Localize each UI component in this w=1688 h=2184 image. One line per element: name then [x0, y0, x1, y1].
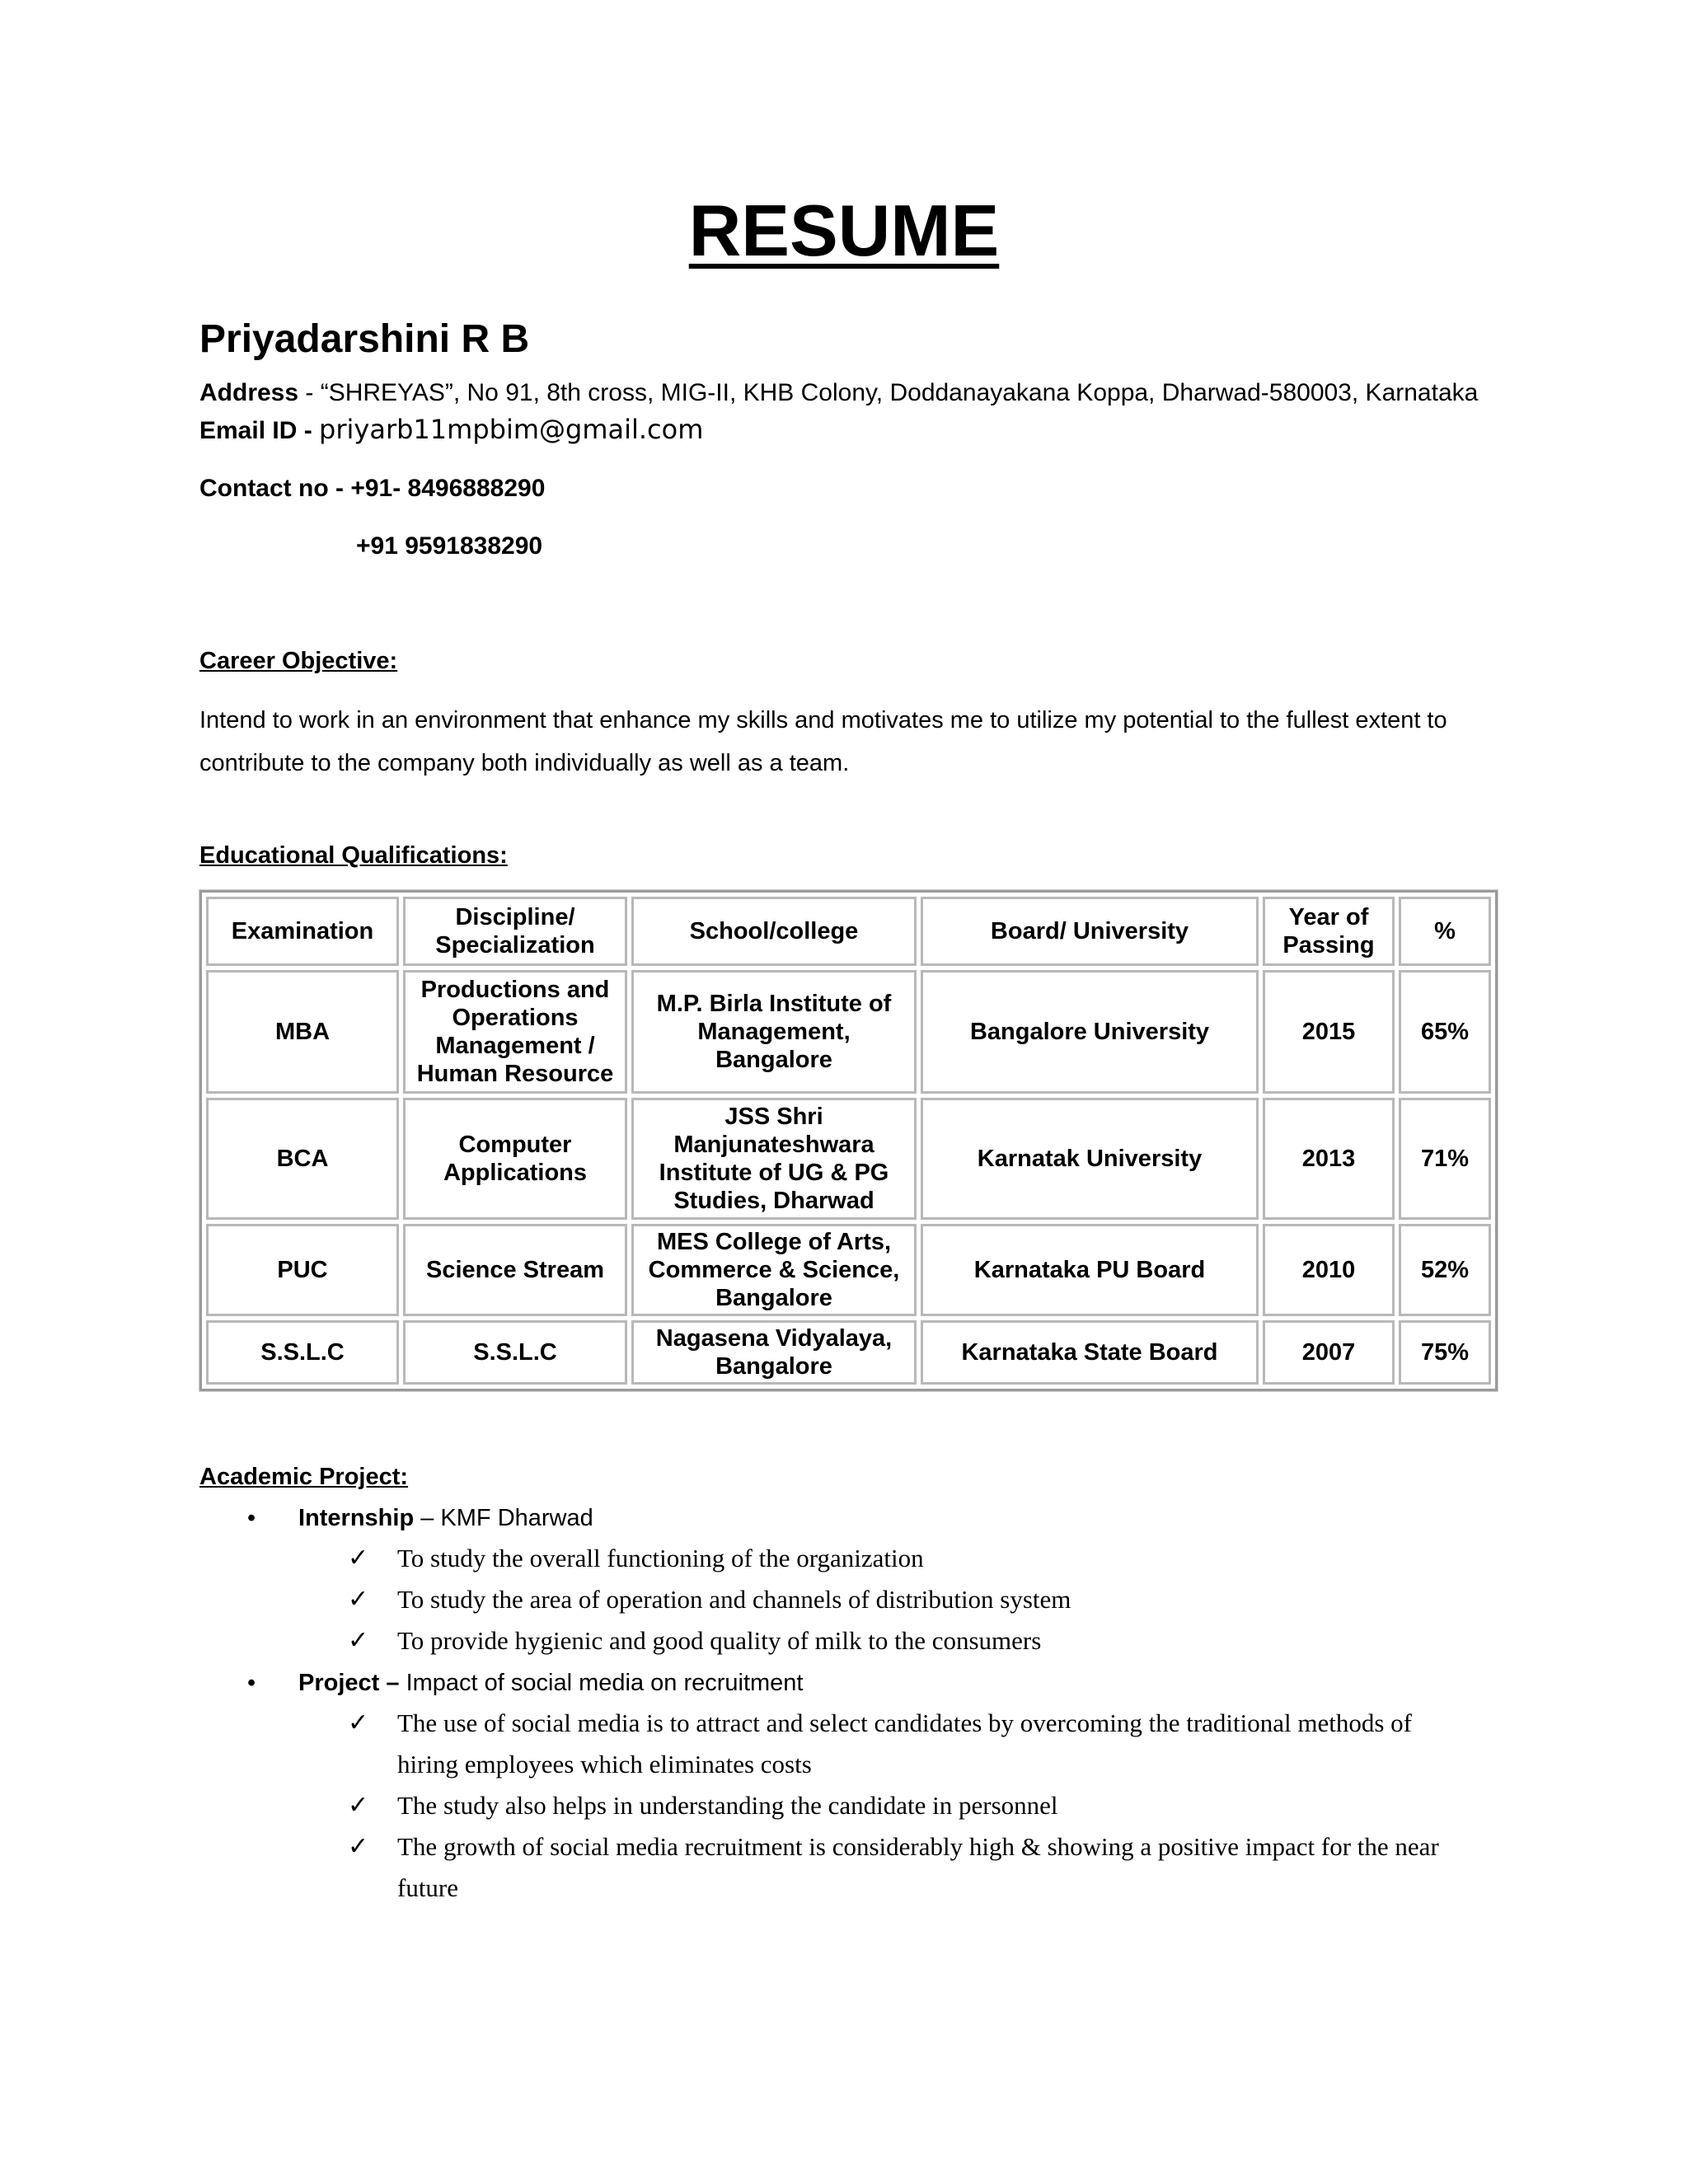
cell-year: 2007 — [1263, 1320, 1395, 1385]
internship-point: To provide hygienic and good quality of milk to the consumers — [397, 1626, 1042, 1655]
cell-discipline: Science Stream — [403, 1224, 627, 1316]
contact-phone-1: +91- 8496888290 — [350, 475, 546, 502]
header-percent: % — [1399, 897, 1491, 966]
cell-examination: S.S.L.C — [206, 1320, 399, 1385]
cell-percent: 71% — [1399, 1098, 1491, 1220]
cell-percent: 52% — [1399, 1224, 1491, 1316]
table-row — [206, 1098, 1491, 1220]
internship-point: To study the overall functioning of the organization — [397, 1544, 924, 1572]
cell-discipline: Computer Applications — [403, 1098, 627, 1220]
project-point: The use of social media is to attract and select candidates by overcoming the traditional methods of hiring employees which eliminates costs — [397, 1708, 1412, 1779]
education-table — [199, 890, 1498, 1391]
bullet-icon: • — [247, 1505, 256, 1531]
check-icon: ✓ — [348, 1585, 369, 1614]
address-value: “SHREYAS”, No 91, 8th cross, MIG-II, KHB Colony, Doddanayakana Koppa, Dharwad-580003, Karnataka — [320, 379, 1479, 406]
project-dash — [400, 1670, 406, 1696]
table-row — [206, 1320, 1491, 1385]
career-objective-heading: Career Objective: — [199, 648, 398, 674]
email-value: priyarb11mpbim@gmail.com — [319, 414, 704, 445]
cell-year: 2013 — [1263, 1098, 1395, 1220]
education-heading: Educational Qualifications: — [199, 842, 508, 869]
table-row — [206, 970, 1491, 1094]
header-school: School/college — [631, 897, 917, 966]
cell-examination: MBA — [206, 970, 399, 1094]
header-board: Board/ University — [921, 897, 1259, 966]
project-label: Project – — [298, 1670, 400, 1696]
cell-year: 2015 — [1263, 970, 1395, 1094]
check-icon: ✓ — [348, 1544, 369, 1572]
cell-board: Karnatak University — [921, 1098, 1259, 1220]
cell-school: M.P. Birla Institute of Management, Bangalore — [631, 970, 917, 1094]
academic-project-heading: Academic Project: — [199, 1464, 409, 1490]
cell-school: MES College of Arts, Commerce & Science, Bangalore — [631, 1224, 917, 1316]
check-icon: ✓ — [348, 1708, 369, 1737]
contact-label: Contact no - — [199, 475, 351, 502]
cell-board: Karnataka PU Board — [921, 1224, 1259, 1316]
cell-school: Nagasena Vidyalaya, Bangalore — [631, 1320, 917, 1385]
check-icon: ✓ — [348, 1832, 369, 1861]
internship-text: KMF Dharwad — [440, 1505, 593, 1531]
internship-dash: – — [414, 1505, 441, 1531]
email-label: Email ID - — [199, 417, 320, 444]
cell-percent: 65% — [1399, 970, 1491, 1094]
project-point: The study also helps in understanding the candidate in personnel — [397, 1791, 1058, 1820]
header-discipline: Discipline/ Specialization — [403, 897, 627, 966]
candidate-name: Priyadarshini R B — [199, 317, 530, 361]
project-item — [298, 1671, 804, 1695]
page-title: RESUME — [688, 190, 1000, 271]
contact-line — [199, 476, 545, 501]
check-icon: ✓ — [348, 1626, 369, 1655]
internship-point: To study the area of operation and channels of distribution system — [397, 1585, 1071, 1614]
cell-board: Karnataka State Board — [921, 1320, 1259, 1385]
header-year: Year of Passing — [1263, 897, 1395, 966]
cell-percent: 75% — [1399, 1320, 1491, 1385]
cell-school: JSS Shri Manjunateshwara Institute of UG & PG Studies, Dharwad — [631, 1098, 917, 1220]
address-separator: - — [298, 379, 321, 406]
contact-phone-2: +91 9591838290 — [356, 532, 543, 560]
cell-examination: PUC — [206, 1224, 399, 1316]
bullet-icon: • — [247, 1670, 256, 1696]
cell-board: Bangalore University — [921, 970, 1259, 1094]
address-line — [199, 381, 1478, 405]
table-row — [206, 1224, 1491, 1316]
cell-year: 2010 — [1263, 1224, 1395, 1316]
check-icon: ✓ — [348, 1791, 369, 1820]
header-examination: Examination — [206, 897, 399, 966]
internship-item — [298, 1507, 593, 1530]
cell-discipline: Productions and Operations Management / Human Resource — [403, 970, 627, 1094]
project-text: Impact of social media on recruitment — [406, 1670, 804, 1696]
internship-label: Internship — [298, 1505, 415, 1531]
address-label: Address — [199, 379, 299, 406]
email-line — [199, 416, 703, 443]
cell-discipline: S.S.L.C — [403, 1320, 627, 1385]
project-point: The growth of social media recruitment is considerably high & showing a positive impact for the near future — [397, 1832, 1439, 1902]
cell-examination: BCA — [206, 1098, 399, 1220]
table-header-row — [206, 897, 1491, 966]
career-objective-text: Intend to work in an environment that enhance my skills and motivates me to utilize my potential to the fullest extent to contribute to the company both individually as well as a team. — [199, 707, 1447, 776]
